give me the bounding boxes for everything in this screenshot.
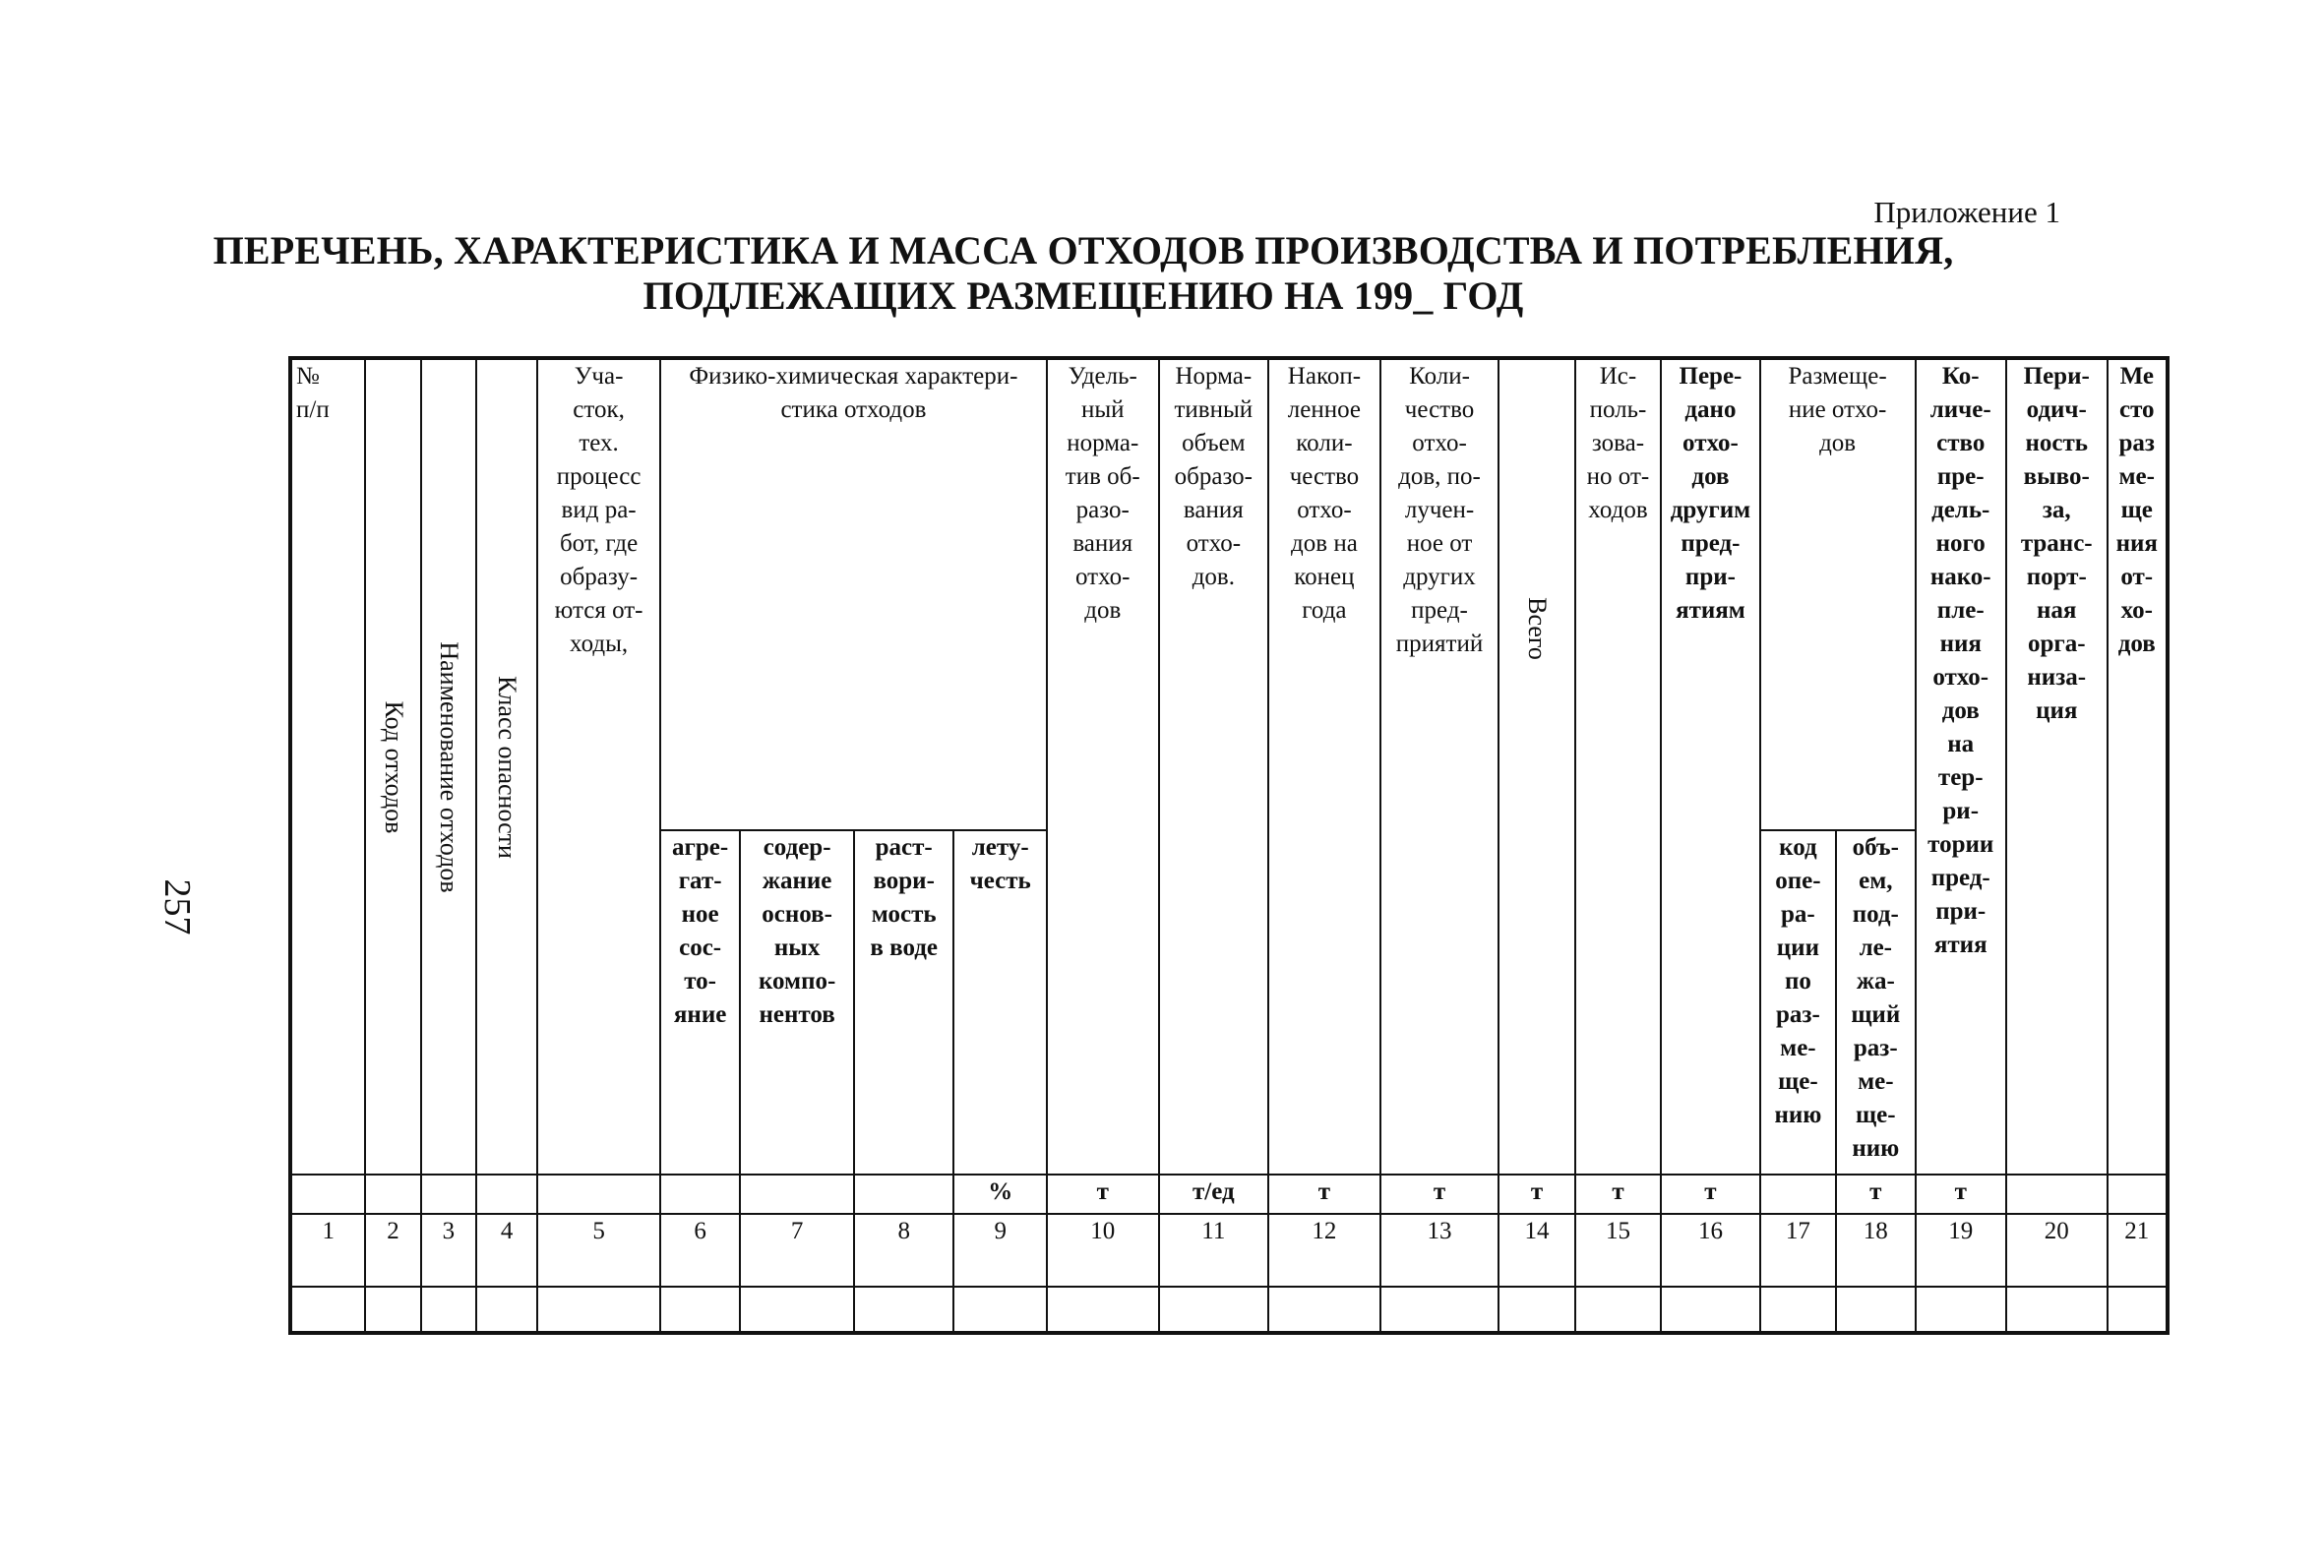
empty-cell bbox=[1268, 1287, 1380, 1333]
units-row bbox=[290, 1175, 2168, 1214]
header-water-solubility: раст- вори- мость в воде bbox=[854, 830, 954, 1175]
unit-cell bbox=[2006, 1175, 2108, 1214]
unit-cell: т bbox=[1575, 1175, 1661, 1214]
unit-cell bbox=[2108, 1175, 2169, 1214]
header-hazard-class: Класс опасности bbox=[476, 358, 537, 1175]
page-number: 257 bbox=[156, 878, 198, 935]
empty-cell bbox=[537, 1287, 660, 1333]
empty-cell bbox=[1575, 1287, 1661, 1333]
column-number: 5 bbox=[537, 1214, 660, 1287]
header-specific-norm: Удель- ный норма- тив об- разо- вания отхо- дов bbox=[1047, 358, 1159, 1175]
header-received: Коли- чество отхо- дов, по- лучен- ное от других пред- приятий bbox=[1380, 358, 1499, 1175]
column-number: 18 bbox=[1836, 1214, 1915, 1287]
empty-cell bbox=[2108, 1287, 2169, 1333]
empty-cell bbox=[476, 1287, 537, 1333]
empty-cell bbox=[740, 1287, 854, 1333]
empty-cell bbox=[1047, 1287, 1159, 1333]
header-used: Ис- поль- зова- но от- ходов bbox=[1575, 358, 1661, 1175]
unit-cell: т bbox=[1916, 1175, 2006, 1214]
unit-cell: т/ед bbox=[1159, 1175, 1269, 1214]
unit-cell: т bbox=[1836, 1175, 1915, 1214]
unit-cell: т bbox=[1047, 1175, 1159, 1214]
header-physchem-group: Физико-химическая характери- стика отходов bbox=[660, 358, 1047, 830]
unit-cell: т bbox=[1380, 1175, 1499, 1214]
header-placement-group: Размеще- ние отхо- дов bbox=[1760, 358, 1916, 830]
column-number: 1 bbox=[290, 1214, 365, 1287]
unit-cell: т bbox=[1268, 1175, 1380, 1214]
unit-cell bbox=[740, 1175, 854, 1214]
column-number: 12 bbox=[1268, 1214, 1380, 1287]
unit-cell: % bbox=[953, 1175, 1047, 1214]
column-number: 19 bbox=[1916, 1214, 2006, 1287]
unit-cell: т bbox=[1661, 1175, 1760, 1214]
column-number: 3 bbox=[421, 1214, 476, 1287]
empty-entry-row bbox=[290, 1287, 2168, 1333]
column-number: 16 bbox=[1661, 1214, 1760, 1287]
empty-cell bbox=[1836, 1287, 1915, 1333]
column-number: 13 bbox=[1380, 1214, 1499, 1287]
header-waste-name: Наименование отходов bbox=[421, 358, 476, 1175]
column-number: 15 bbox=[1575, 1214, 1661, 1287]
empty-cell bbox=[421, 1287, 476, 1333]
title-line-2: ПОДЛЕЖАЩИХ РАЗМЕЩЕНИЮ НА 199_ ГОД bbox=[642, 273, 1524, 318]
header-normative-volume: Норма- тивный объем образо- вания отхо- дов. bbox=[1159, 358, 1269, 1175]
empty-cell bbox=[1159, 1287, 1269, 1333]
header-row-number: № п/п bbox=[290, 358, 365, 1175]
column-number: 14 bbox=[1498, 1214, 1574, 1287]
column-number: 2 bbox=[365, 1214, 420, 1287]
header-placement-volume: объ- ем, под- ле- жа- щий раз- ме- ще- нию bbox=[1836, 830, 1915, 1175]
header-main-components: содер- жание основ- ных компо- нентов bbox=[740, 830, 854, 1175]
header-aggregate-state: агре- гат- ное сос- то- яние bbox=[660, 830, 740, 1175]
empty-cell bbox=[2006, 1287, 2108, 1333]
column-number: 17 bbox=[1760, 1214, 1836, 1287]
unit-cell bbox=[537, 1175, 660, 1214]
appendix-label: Приложение 1 bbox=[1873, 195, 2060, 229]
column-number: 7 bbox=[740, 1214, 854, 1287]
document-title bbox=[0, 228, 2324, 319]
empty-cell bbox=[1760, 1287, 1836, 1333]
header-total: Всего bbox=[1498, 358, 1574, 1175]
empty-cell bbox=[1916, 1287, 2006, 1333]
header-waste-code: Код отходов bbox=[365, 358, 420, 1175]
title-line-1: ПЕРЕЧЕНЬ, ХАРАКТЕРИСТИКА И МАССА ОТХОДОВ ПРОИЗВОДСТВА И ПОТРЕБЛЕНИЯ, bbox=[213, 228, 1954, 272]
empty-cell bbox=[1661, 1287, 1760, 1333]
unit-cell bbox=[290, 1175, 365, 1214]
header-placement-location: Ме сто раз ме- ще ния от- хо- дов bbox=[2108, 358, 2169, 1175]
header-removal-frequency: Пери- одич- ность выво- за, транс- порт- ная орга- низа- ция bbox=[2006, 358, 2108, 1175]
empty-cell bbox=[953, 1287, 1047, 1333]
column-number: 11 bbox=[1159, 1214, 1269, 1287]
empty-cell bbox=[365, 1287, 420, 1333]
column-numbers-row bbox=[290, 1214, 2168, 1287]
unit-cell bbox=[660, 1175, 740, 1214]
header-transferred: Пере- дано отхо- дов другим пред- при- ятиям bbox=[1661, 358, 1760, 1175]
header-site-process: Уча- сток, тех. процесс вид ра- бот, где образу- ются от- ходы, bbox=[537, 358, 660, 1175]
header-volatility: лету- честь bbox=[953, 830, 1047, 1175]
column-number: 6 bbox=[660, 1214, 740, 1287]
column-number: 20 bbox=[2006, 1214, 2108, 1287]
empty-cell bbox=[1380, 1287, 1499, 1333]
column-number: 21 bbox=[2108, 1214, 2169, 1287]
column-number: 10 bbox=[1047, 1214, 1159, 1287]
unit-cell: т bbox=[1498, 1175, 1574, 1214]
empty-cell bbox=[1498, 1287, 1574, 1333]
header-limit-accumulation: Ко- личе- ство пре- дель- ного нако- пле- ния отхо- дов на тер- ри- тории пред- при- ятия bbox=[1916, 358, 2006, 1175]
column-number: 9 bbox=[953, 1214, 1047, 1287]
unit-cell bbox=[476, 1175, 537, 1214]
unit-cell bbox=[365, 1175, 420, 1214]
column-number: 8 bbox=[854, 1214, 954, 1287]
unit-cell bbox=[854, 1175, 954, 1214]
waste-table bbox=[288, 356, 2170, 1335]
empty-cell bbox=[854, 1287, 954, 1333]
unit-cell bbox=[1760, 1175, 1836, 1214]
column-number: 4 bbox=[476, 1214, 537, 1287]
empty-cell bbox=[660, 1287, 740, 1333]
header-accumulated: Накоп- ленное коли- чество отхо- дов на конец года bbox=[1268, 358, 1380, 1175]
header-operation-code: код опе- ра- ции по раз- ме- ще- нию bbox=[1760, 830, 1836, 1175]
unit-cell bbox=[421, 1175, 476, 1214]
empty-cell bbox=[290, 1287, 365, 1333]
